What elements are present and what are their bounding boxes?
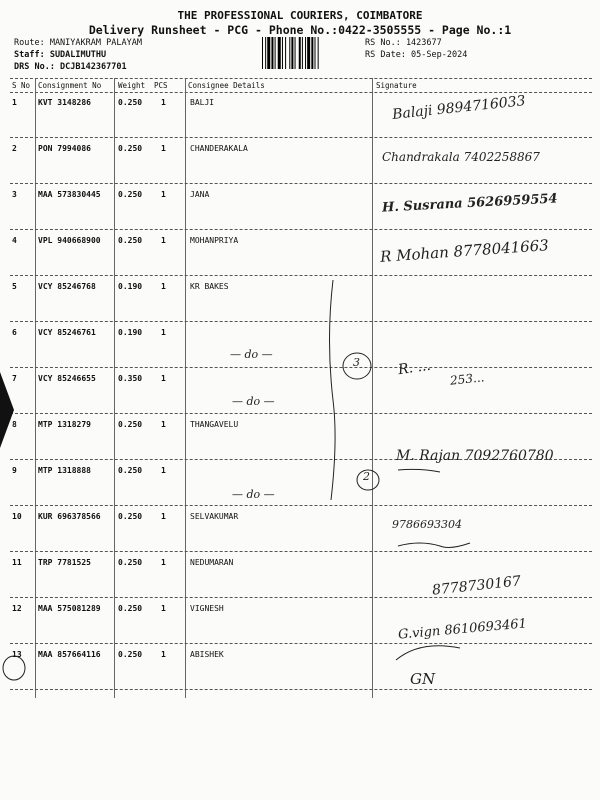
row-sno: 10 xyxy=(12,512,22,521)
rs-date-label: RS Date: 05-Sep-2024 xyxy=(365,50,468,60)
row-pcs: 1 xyxy=(161,604,166,613)
row-consignment-no: MAA 573830445 xyxy=(38,190,101,199)
col-signature: Signature xyxy=(376,81,417,90)
row-sno: 4 xyxy=(12,236,17,245)
row-sno: 7 xyxy=(12,374,17,383)
row-sno: 9 xyxy=(12,466,17,475)
row-weight: 0.190 xyxy=(118,328,143,337)
row-pcs: 1 xyxy=(161,558,166,567)
row-consignee: THANGAVELU xyxy=(190,420,239,429)
row-weight: 0.250 xyxy=(118,190,143,199)
row-consignee: NEDUMARAN xyxy=(190,558,234,567)
row-pcs: 1 xyxy=(161,144,166,153)
row-weight: 0.250 xyxy=(118,236,143,245)
row-weight: 0.250 xyxy=(118,558,143,567)
row-weight: 0.250 xyxy=(118,420,143,429)
row-consignment-no: MTP 1318279 xyxy=(38,420,91,429)
ditto-9: — do — xyxy=(232,488,275,501)
row-pcs: 1 xyxy=(161,650,166,659)
row-consignment-no: VCY 85246761 xyxy=(38,328,96,337)
row-consignment-no: VCY 85246768 xyxy=(38,282,96,291)
row-consignee: BALJI xyxy=(190,98,215,107)
signature-11: 8778730167 xyxy=(431,573,522,599)
row-sno: 13 xyxy=(12,650,22,659)
circled-number-3: 3 xyxy=(353,356,360,369)
kr-bakes-phone: 253... xyxy=(449,370,485,388)
runsheet-subtitle: Delivery Runsheet - PCG - Phone No.:0422-3505555 - Page No.:1 xyxy=(88,23,512,37)
row-sno: 3 xyxy=(12,190,17,199)
row-consignment-no: MAA 575081289 xyxy=(38,604,101,613)
signature-12: G.vign 8610693461 xyxy=(397,616,528,643)
signature-13: GN xyxy=(410,670,436,688)
ink-stroke xyxy=(398,469,440,472)
signature-2: Chandrakala 7402258867 xyxy=(382,150,540,164)
row-consignee: SELVAKUMAR xyxy=(190,512,239,521)
ink-stroke xyxy=(398,543,470,547)
col-consignee: Consignee Details xyxy=(188,81,265,90)
row-weight: 0.350 xyxy=(118,374,143,383)
col-sno: S No xyxy=(12,81,31,90)
bracket-mark xyxy=(330,280,336,500)
kr-bakes-signature: R. ... xyxy=(397,357,432,379)
row-consignment-no: VCY 85246655 xyxy=(38,374,96,383)
row-consignee: CHANDERAKALA xyxy=(190,144,248,153)
signature-4: R Mohan 8778041663 xyxy=(379,236,550,266)
row-consignment-no: TRP 7781525 xyxy=(38,558,91,567)
signature-8: M. Rajan 7092760780 xyxy=(396,448,554,464)
ink-stroke xyxy=(396,646,460,660)
col-pcs: PCS xyxy=(154,81,168,90)
row-pcs: 1 xyxy=(161,328,166,337)
row-pcs: 1 xyxy=(161,98,166,107)
row-weight: 0.250 xyxy=(118,144,143,153)
row-consignee: ABISHEK xyxy=(190,650,224,659)
col-weight: Weight xyxy=(118,81,146,90)
circle-mark xyxy=(3,656,25,680)
row-consignment-no: VPL 940668900 xyxy=(38,236,101,245)
rs-no-label: RS No.: 1423677 xyxy=(365,38,442,48)
circled-number-2: 2 xyxy=(363,470,370,483)
row-sno: 6 xyxy=(12,328,17,337)
row-sno: 5 xyxy=(12,282,17,291)
row-sno: 8 xyxy=(12,420,17,429)
col-consignment: Consignment No xyxy=(38,81,102,90)
row-consignment-no: MAA 857664116 xyxy=(38,650,101,659)
row-consignee: KR BAKES xyxy=(190,282,229,291)
company-title: THE PROFESSIONAL COURIERS, COIMBATORE xyxy=(177,9,423,22)
row-pcs: 1 xyxy=(161,512,166,521)
row-pcs: 1 xyxy=(161,466,166,475)
row-consignment-no: KVT 3148286 xyxy=(38,98,91,107)
row-sno: 1 xyxy=(12,98,17,107)
staff-label: Staff: SUDALIMUTHU xyxy=(14,50,107,60)
signature-3: H. Susrana 5626959554 xyxy=(381,191,558,216)
route-label: Route: MANIYAKRAM PALAYAM xyxy=(14,38,142,48)
row-weight: 0.250 xyxy=(118,650,143,659)
row-weight: 0.250 xyxy=(118,604,143,613)
row-weight: 0.190 xyxy=(118,282,143,291)
row-consignee: MOHANPRIYA xyxy=(190,236,239,245)
row-pcs: 1 xyxy=(161,420,166,429)
circle-mark xyxy=(357,470,379,490)
row-consignee: JANA xyxy=(190,190,210,199)
row-pcs: 1 xyxy=(161,282,166,291)
row-consignment-no: KUR 696378566 xyxy=(38,512,101,521)
row-pcs: 1 xyxy=(161,190,166,199)
drs-label: DRS No.: DCJB142367701 xyxy=(14,62,127,72)
circle-mark xyxy=(343,353,371,379)
row-sno: 12 xyxy=(12,604,22,613)
row-pcs: 1 xyxy=(161,374,166,383)
row-consignee: VIGNESH xyxy=(190,604,224,613)
row-sno: 2 xyxy=(12,144,17,153)
row-pcs: 1 xyxy=(161,236,166,245)
row-weight: 0.250 xyxy=(118,98,143,107)
row-weight: 0.250 xyxy=(118,466,143,475)
row-sno: 11 xyxy=(12,558,22,567)
row-consignment-no: MTP 1318888 xyxy=(38,466,91,475)
ditto-6: — do — xyxy=(230,348,273,361)
ditto-7: — do — xyxy=(232,395,275,408)
signature-10: 9786693304 xyxy=(392,518,462,531)
signature-1: Balaji 9894716033 xyxy=(391,93,527,123)
row-consignment-no: PON 7994086 xyxy=(38,144,91,153)
row-weight: 0.250 xyxy=(118,512,143,521)
